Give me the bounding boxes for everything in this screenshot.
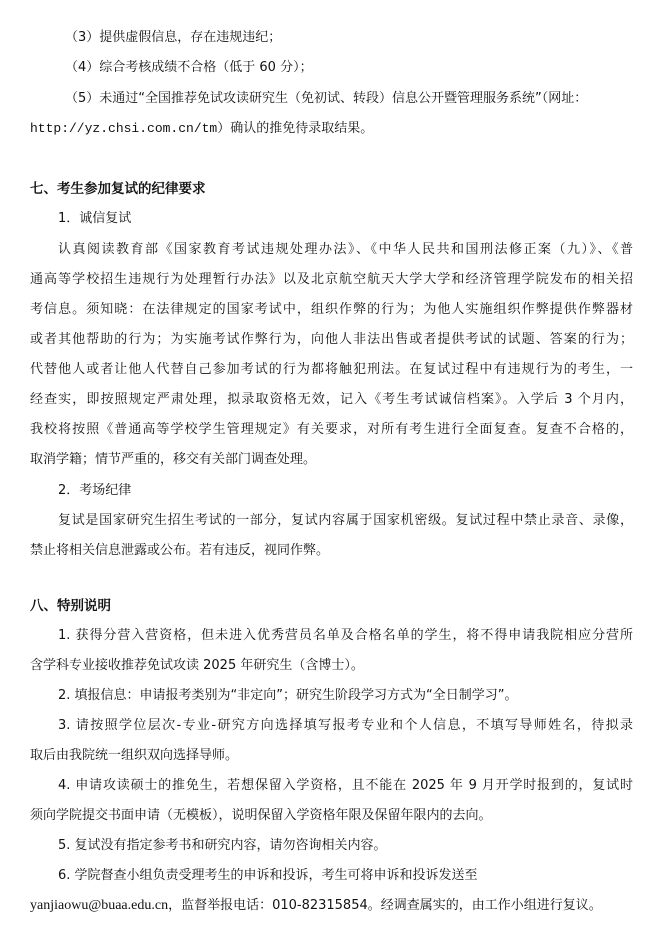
list-item-major-selection: 3. 请按照学位层次-专业-研究方向选择填写报考专业和个人信息，不填写导师姓名，待拟录 [58, 718, 633, 733]
list-item-no-reference: 5. 复试没有指定参考书和研究内容，请勿咨询相关内容。 [58, 838, 387, 853]
paragraph-line: 经查实，即按照规定严肃处理，拟录取资格无效，记入《考生考试诚信档案》。入学后 3 个月内， [30, 392, 633, 407]
subheading-honest-retest: 1．诚信复试 [58, 211, 132, 226]
list-item-retain-admission-cont: 须向学院提交书面申请（无模板），说明保留入学资格年限及保留年限内的去向。 [30, 808, 492, 823]
list-item-false-info: （3）提供虚假信息，存在违规违纪； [65, 30, 282, 45]
list-item-system-confirm: （5）未通过“全国推荐免试攻读研究生（免初试、转段）信息公开暨管理服务系统”（网址： [65, 91, 588, 106]
system-confirm-rest: ）确认的推免待录取结果。 [217, 121, 374, 136]
complaint-email-link[interactable]: yanjiaowu@buaa.edu.cn [30, 898, 169, 913]
paragraph-line: 通高等学校招生违规行为处理暂行办法》以及北京航空航天大学大学和经济管理学院发布的相关招 [30, 272, 633, 287]
paragraph-line: 禁止将相关信息泄露或公布。若有违反，视同作弊。 [30, 543, 330, 558]
paragraph-line: 我校将按照《普通高等学校学生管理规定》有关要求，对所有考生进行全面复查。复查不合格的， [30, 422, 633, 437]
list-item-camp-qualification: 1. 获得分营入营资格，但未进入优秀营员名单及合格名单的学生，将不得申请我院相应分营所 [58, 628, 633, 643]
paragraph-line: 复试是国家研究生招生考试的一部分，复试内容属于国家机密级。复试过程中禁止录音、录像， [58, 513, 633, 528]
paragraph-line: 考信息。须知晓：在法律规定的国家考试中，组织作弊的行为；为他人实施组织作弊提供作弊器材 [30, 302, 633, 317]
list-item-major-selection-cont: 取后由我院统一组织双向选择导师。 [30, 748, 239, 763]
paragraph-line: 认真阅读教育部《国家教育考试违规处理办法》、《中华人民共和国刑法修正案（九）》、《普 [58, 242, 633, 257]
subheading-exam-discipline: 2．考场纪律 [58, 483, 132, 498]
list-item-retain-admission: 4. 申请攻读硕士的推免生，若想保留入学资格，且不能在 2025 年 9 月开学时报到的，复试时 [58, 778, 633, 793]
system-url-link[interactable]: http://yz.chsi.com.cn/tm [30, 121, 218, 136]
list-item-complaints: 6. 学院督查小组负责受理考生的申诉和投诉，考生可将申诉和投诉发送至 [58, 868, 478, 883]
list-item-camp-qualification-cont: 含学科专业接收推荐免试攻读 2025 年研究生（含博士）。 [30, 658, 364, 673]
paragraph-line: 或者其他帮助的行为；为实施考试作弊行为，向他人非法出售或者提供考试的试题、答案的行为； [30, 332, 633, 347]
list-item-assessment-fail: （4）综合考核成绩不合格（低于 60 分）； [65, 60, 313, 75]
list-item-system-confirm-cont [30, 121, 373, 137]
section-heading-discipline: 七、考生参加复试的纪律要求 [30, 181, 206, 197]
list-item-complaints-cont [30, 898, 602, 914]
paragraph-line: 取消学籍；情节严重的，移交有关部门调查处理。 [30, 452, 317, 467]
complaint-phone-text: ，监督举报电话：010-82315854。经调查属实的，由工作小组进行复议。 [168, 898, 602, 913]
section-heading-special-notes: 八、特别说明 [30, 598, 111, 614]
list-item-fill-info: 2. 填报信息：申请报考类别为“非定向”；研究生阶段学习方式为“全日制学习”。 [58, 688, 518, 703]
paragraph-line: 代替他人或者让他人代替自己参加考试的行为都将触犯刑法。在复试过程中有违规行为的考生，一 [30, 362, 633, 377]
